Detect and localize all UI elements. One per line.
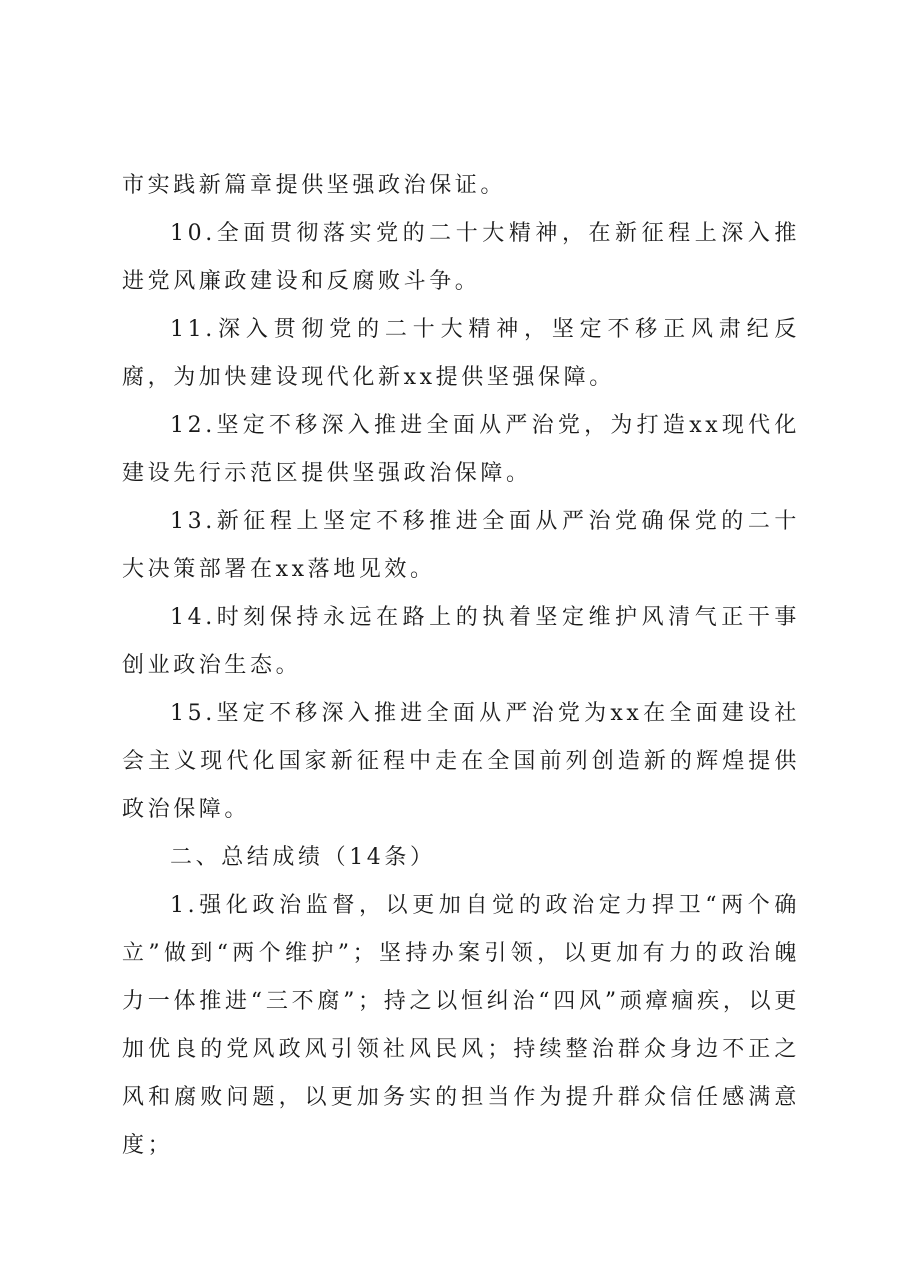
- paragraph-item-10: 10.全面贯彻落实党的二十大精神，在新征程上深入推进党风廉政建设和反腐败斗争。: [122, 221, 800, 294]
- paragraph-item-15: 15.坚定不移深入推进全面从严治党为xx在全面建设社会主义现代化国家新征程中走在全国前列创造新的辉煌提供政治保障。: [122, 701, 800, 822]
- paragraph-item-14: 14.时刻保持永远在路上的执着坚定维护风清气正干事创业政治生态。: [122, 605, 800, 678]
- paragraph-item-12: 12.坚定不移深入推进全面从严治党，为打造xx现代化建设先行示范区提供坚强政治保障。: [122, 413, 800, 486]
- document-body: [122, 162, 800, 1170]
- paragraph-summary-item-1: 1.强化政治监督，以更加自觉的政治定力捍卫“两个确立”做到“两个维护”；坚持办案引领，以更加有力的政治魄力一体推进“三不腐”；持之以恒纠治“四风”顽瘴痼疾，以更加优良的党风政风引领社风民风；持续整治群众身边不正之风和腐败问题，以更加务实的担当作为提升群众信任感满意度；: [122, 893, 800, 1158]
- paragraph-item-11: 11.深入贯彻党的二十大精神，坚定不移正风肃纪反腐，为加快建设现代化新xx提供坚强保障。: [122, 317, 800, 390]
- paragraph-continuation: 市实践新篇章提供坚强政治保证。: [122, 173, 507, 198]
- section-heading: 二、总结成绩（14条）: [170, 845, 436, 870]
- paragraph-item-13: 13.新征程上坚定不移推进全面从严治党确保党的二十大决策部署在xx落地见效。: [122, 509, 800, 582]
